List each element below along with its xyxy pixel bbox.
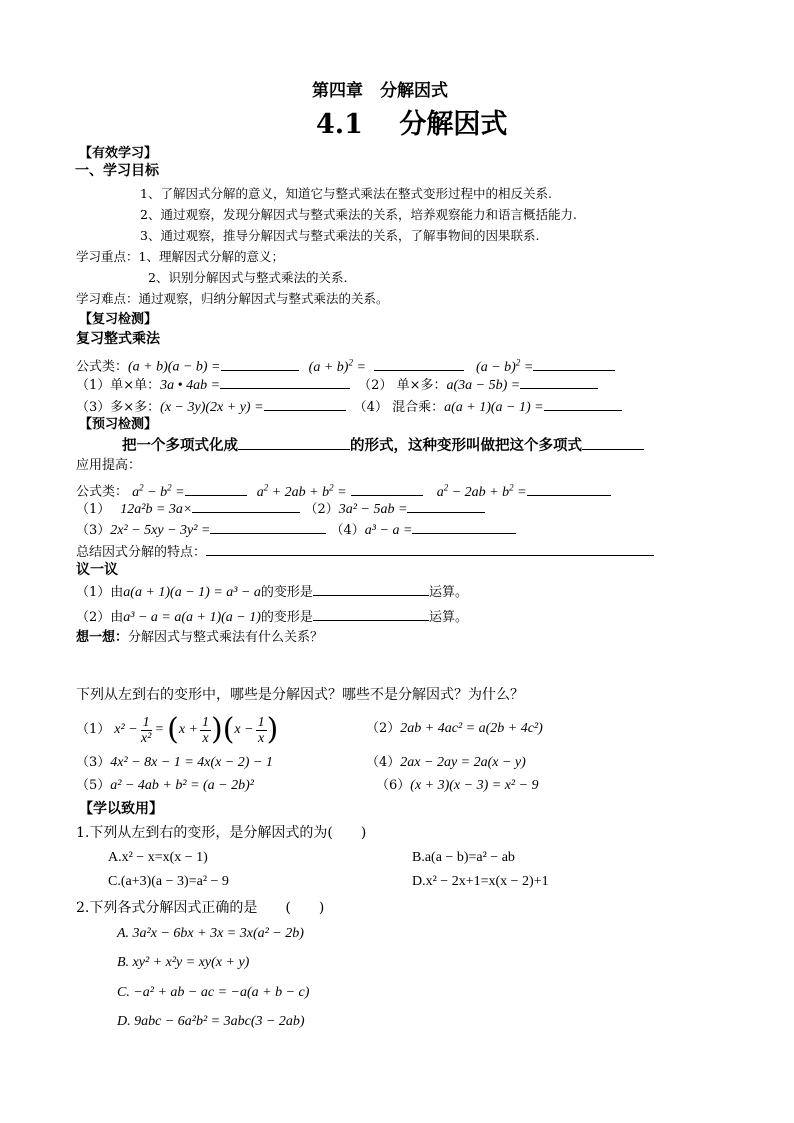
answer-blank[interactable] bbox=[544, 397, 622, 411]
summary-row bbox=[76, 542, 654, 562]
review-check-heading: 【复习检测】 bbox=[79, 312, 158, 327]
review-row bbox=[76, 375, 598, 395]
formula-expr: 2ab + 4ac² = a(2b + 4c²) bbox=[400, 721, 543, 736]
question-item: （1） x² − $\frac{1}{\text{x²}}$ = ( x + $\frac{1}{x}$ ) ( x − $\frac{1}{x}$ ) bbox=[76, 712, 279, 747]
summary-label: 总结因式分解的特点： bbox=[76, 545, 207, 560]
goal-item: 2、通过观察，发现分解因式与整式乘法的关系，培养观察能力和语言概括能力. bbox=[140, 207, 577, 222]
answer-blank[interactable] bbox=[407, 499, 485, 513]
think-label: 想一想： bbox=[76, 630, 129, 645]
mc-option-c[interactable]: C. −a² + ab − ac = −a(a + b − c) bbox=[117, 985, 310, 1000]
formula-expr: $a^2 + 2ab + b^2$ = bbox=[256, 482, 347, 500]
goals-heading: 一、学习目标 bbox=[75, 163, 159, 179]
answer-blank[interactable] bbox=[220, 375, 350, 389]
formula-expr: a(3a − 5b) = bbox=[446, 378, 521, 393]
formula-expr: $(a + b)^2$ = bbox=[308, 357, 366, 375]
chapter-title: 第四章 分解因式 bbox=[312, 81, 448, 101]
answer-blank[interactable] bbox=[533, 357, 615, 371]
focus-row bbox=[76, 248, 284, 266]
review-row bbox=[76, 397, 622, 417]
fraction: $\frac{1}{x}$ bbox=[201, 714, 209, 746]
goal-item: 1、了解因式分解的意义，知道它与整式乘法在整式变形过程中的相反关系. bbox=[140, 186, 552, 201]
discuss-item: （2）由a³ − a = a(a + 1)(a − 1)的变形是 运算。 bbox=[76, 607, 468, 627]
answer-blank[interactable] bbox=[185, 482, 247, 496]
focus-item: 1、理解因式分解的意义； bbox=[138, 249, 284, 264]
row-label: （1）单×单： bbox=[76, 378, 161, 393]
formula-expr: 12a²b = 3a× bbox=[120, 502, 193, 517]
mc-option-a[interactable]: A. 3a²x − 6bx + 3x = 3x(a² − 2b) bbox=[117, 926, 304, 941]
answer-blank[interactable] bbox=[238, 436, 350, 450]
question-item: （6）(x + 3)(x − 3) = x² − 9 bbox=[376, 778, 539, 793]
answer-blank[interactable] bbox=[210, 520, 326, 534]
formula-expr: $a^2 - 2ab + b^2$ = bbox=[436, 482, 527, 500]
application-label: 应用提高： bbox=[76, 458, 142, 473]
mc-question-stem: 1.下列从左到右的变形，是分解因式的为( ) bbox=[76, 825, 367, 841]
formula-expr: a(a + 1)(a − 1) = a³ − a bbox=[123, 585, 261, 600]
row-label: （3）多×多： bbox=[76, 400, 161, 415]
row-label: （4） 混合乘： bbox=[353, 400, 445, 415]
formula-expr: 3a • 4ab = bbox=[160, 378, 221, 393]
section-title: 4.1 分解因式 bbox=[316, 109, 508, 140]
mc-option-b[interactable]: B.a(a − b)=a² − ab bbox=[412, 850, 515, 865]
formula-expr: $a^2 - b^2$ = bbox=[132, 482, 185, 500]
answer-blank[interactable] bbox=[351, 482, 423, 496]
review-formula-row bbox=[76, 353, 615, 377]
focus-label: 学习重点： bbox=[76, 249, 139, 264]
formula-expr: 2ax − 2ay = 2a(x − y) bbox=[400, 755, 526, 770]
mc-option-c[interactable]: C.(a+3)(a − 3)=a² − 9 bbox=[108, 874, 229, 889]
fraction: $\frac{1}{x}$ bbox=[257, 714, 265, 746]
formula-label: 公式类： bbox=[76, 484, 129, 500]
question-item: （3）4x² − 8x − 1 = 4x(x − 2) − 1 bbox=[76, 755, 273, 770]
discuss-item: （1）由a(a + 1)(a − 1) = a³ − a的变形是 运算。 bbox=[76, 582, 468, 602]
application-row: （1） 12a²b = 3a× （2）3a² − 5ab = bbox=[76, 499, 485, 519]
answer-blank[interactable] bbox=[582, 436, 644, 450]
effective-learning-heading: 【有效学习】 bbox=[79, 146, 158, 161]
answer-blank[interactable] bbox=[264, 397, 346, 411]
mc-option-d[interactable]: D.x² − 2x+1=x(x − 2)+1 bbox=[412, 874, 549, 889]
question-item: （5）a² − 4ab + b² = (a − 2b)² bbox=[76, 778, 254, 793]
difficulty-text: 学习难点：通过观察，归纳分解因式与整式乘法的关系。 bbox=[76, 291, 389, 306]
answer-blank[interactable] bbox=[412, 520, 516, 534]
formula-expr: 4x² − 8x − 1 = 4x(x − 2) − 1 bbox=[110, 755, 273, 770]
focus-item: 2、识别分解因式与整式乘法的关系. bbox=[148, 270, 348, 285]
mc-question-stem: 2.下列各式分解因式正确的是 ( ) bbox=[76, 900, 325, 916]
think-text: 分解因式与整式乘法有什么关系？ bbox=[128, 630, 324, 645]
fraction: $\frac{1}{\text{x²}}$ bbox=[140, 714, 152, 746]
formula-expr: $(a - b)^2$ = bbox=[476, 357, 534, 375]
formula-expr: a² − 4ab + b² = (a − 2b)² bbox=[110, 778, 254, 793]
formula-label: 公式类： bbox=[76, 359, 129, 375]
review-heading: 复习整式乘法 bbox=[76, 331, 160, 347]
apply-heading: 【学以致用】 bbox=[79, 801, 163, 817]
question-item: （4）2ax − 2ay = 2a(x − y) bbox=[366, 755, 526, 770]
preview-sentence: 把一个多项式化成 的形式，这种变形叫做把这个多项式 bbox=[122, 436, 644, 455]
mc-option-b[interactable]: B. xy² + x²y = xy(x + y) bbox=[117, 955, 250, 970]
answer-blank[interactable] bbox=[313, 582, 429, 596]
think-row bbox=[76, 629, 323, 647]
mc-option-a[interactable]: A.x² − x=x(x − 1) bbox=[108, 850, 208, 865]
preview-check-heading: 【预习检测】 bbox=[79, 417, 158, 432]
application-row: （3）2x² − 5xy − 3y² = （4）a³ − a = bbox=[76, 520, 516, 540]
mc-option-d[interactable]: D. 9abc − 6a²b² = 3abc(3 − 2ab) bbox=[117, 1014, 305, 1029]
answer-blank[interactable] bbox=[527, 482, 611, 496]
answer-blank[interactable] bbox=[374, 357, 464, 371]
question-item: （2）2ab + 4ac² = a(2b + 4c²) bbox=[366, 721, 543, 736]
formula-expr: (x − 3y)(2x + y) = bbox=[160, 400, 264, 415]
discuss-heading: 议一议 bbox=[76, 562, 118, 578]
answer-blank[interactable] bbox=[520, 375, 598, 389]
question-intro: 下列从左到右的变形中，哪些是分解因式？哪些不是分解因式？为什么？ bbox=[76, 687, 524, 703]
formula-expr: 2x² − 5xy − 3y² = bbox=[110, 523, 211, 538]
answer-blank[interactable] bbox=[313, 607, 429, 621]
formula-expr: a³ − a = bbox=[364, 523, 413, 538]
formula-expr: a(a + 1)(a − 1) = bbox=[444, 400, 544, 415]
formula-expr: 3a² − 5ab = bbox=[338, 502, 408, 517]
formula-expr: a³ − a = a(a + 1)(a − 1) bbox=[123, 610, 261, 625]
answer-blank[interactable] bbox=[192, 499, 300, 513]
formula-expr: (x + 3)(x − 3) = x² − 9 bbox=[410, 778, 539, 793]
formula-expr: (a + b)(a − b) = bbox=[128, 359, 221, 375]
answer-blank[interactable] bbox=[221, 357, 299, 371]
row-label: （2） 单×多： bbox=[358, 378, 447, 393]
answer-blank[interactable] bbox=[206, 542, 654, 556]
goal-item: 3、通过观察，推导分解因式与整式乘法的关系，了解事物间的因果联系. bbox=[140, 228, 540, 243]
